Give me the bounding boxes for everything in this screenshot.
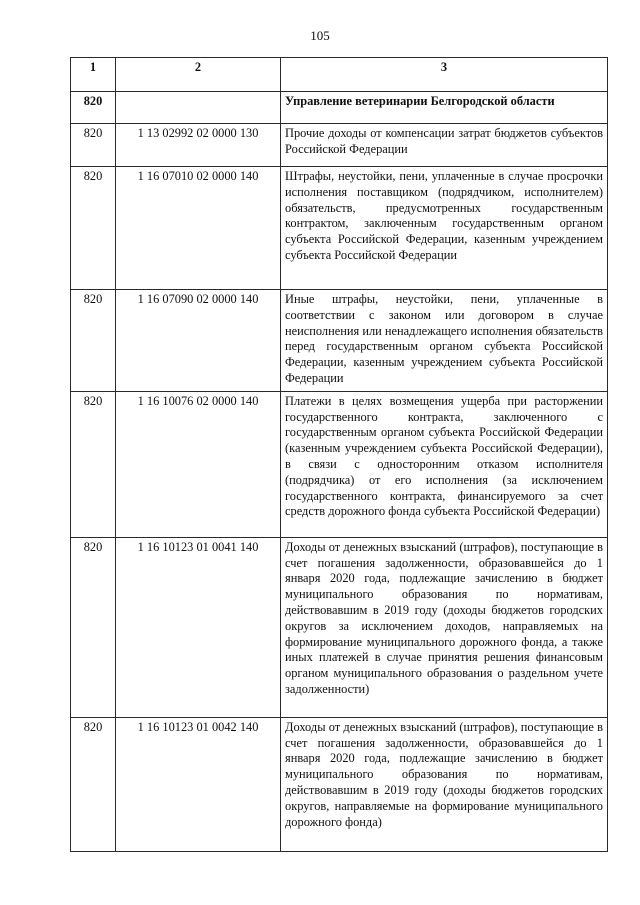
column-header-admin: 1 [71,58,116,92]
group-row [71,92,608,124]
table-row [71,717,608,851]
row-description: Доходы от денежных взысканий (штрафов), поступающие в счет погашения задолженности, образовавшейся до 1 января 2020 года, подлежащие зачислению в бюджет муниципального образования по нормативам, действовавшим в 2019 году (доходы бюджетов городских округов за исключением доходов, направляемых на формирование муниципального дорожного фонда, а также иных платежей в случае принятия решения финансовым органом муниципального образования о раздельном учете задолженности) [281,537,608,717]
row-description: Доходы от денежных взысканий (штрафов), поступающие в счет погашения задолженности, образовавшейся до 1 января 2020 года, подлежащие зачислению в бюджет муниципального образования по нормативам, действовавшим в 2019 году (доходы бюджетов городских округов, направляемые на формирование муниципального дорожного фонда) [281,717,608,851]
column-header-title: 3 [281,58,608,92]
table-header-row [71,58,608,92]
row-admin-code: 820 [71,167,116,290]
row-admin-code: 820 [71,124,116,167]
row-budget-code: 1 16 07010 02 0000 140 [116,167,281,290]
row-admin-code: 820 [71,537,116,717]
table-row [71,537,608,717]
table-row [71,124,608,167]
table-row [71,290,608,392]
row-description: Штрафы, неустойки, пени, уплаченные в случае просрочки исполнения поставщиком (подрядчиком, исполнителем) обязательств, предусмотренных государственным контрактом, заключенным государственным органом субъекта Российской Федерации, казенным учреждением субъекта Российской Федерации [281,167,608,290]
row-description: Прочие доходы от компенсации затрат бюджетов субъектов Российской Федерации [281,124,608,167]
group-admin-code: 820 [71,92,116,124]
row-budget-code: 1 16 10123 01 0042 140 [116,717,281,851]
row-budget-code: 1 16 07090 02 0000 140 [116,290,281,392]
group-code-empty [116,92,281,124]
revenue-code-table [70,57,608,852]
row-budget-code: 1 16 10076 02 0000 140 [116,391,281,537]
row-budget-code: 1 16 10123 01 0041 140 [116,537,281,717]
row-budget-code: 1 13 02992 02 0000 130 [116,124,281,167]
column-header-code: 2 [116,58,281,92]
page-number: 105 [310,28,330,43]
row-description: Платежи в целях возмещения ущерба при расторжении государственного контракта, заключенного с государственным органом субъекта Российской Федерации (казенным учреждением субъекта Российской Федерации), в связи с односторонним отказом исполнителя (подрядчика) от его исполнения (за исключением государственного контракта, финансируемого за счет средств дорожного фонда субъекта Российской Федерации) [281,391,608,537]
row-admin-code: 820 [71,391,116,537]
table-row [71,391,608,537]
row-admin-code: 820 [71,290,116,392]
row-admin-code: 820 [71,717,116,851]
row-description: Иные штрафы, неустойки, пени, уплаченные в соответствии с законом или договором в случае неисполнения или ненадлежащего исполнения обязательств перед государственным органом субъекта Российской Федерации, казенным учреждением субъекта Российской Федерации [281,290,608,392]
table-row [71,167,608,290]
group-title: Управление ветеринарии Белгородской области [281,92,608,124]
